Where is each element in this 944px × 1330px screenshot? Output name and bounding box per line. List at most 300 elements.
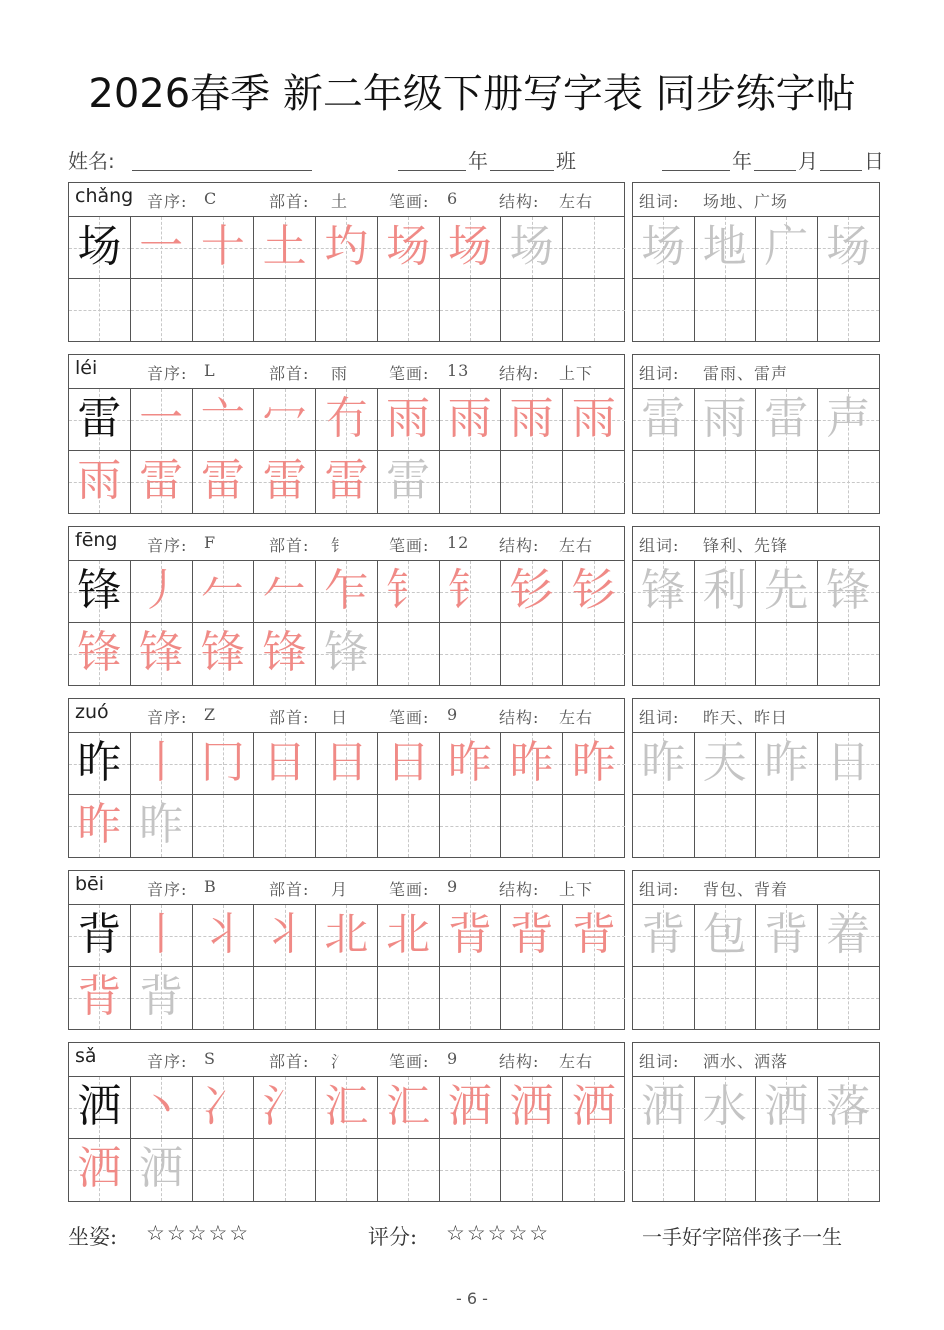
word-trace-cell[interactable]: [633, 1077, 695, 1139]
trace-char-cell[interactable]: [501, 217, 563, 279]
grade-field[interactable]: [398, 170, 466, 171]
empty-write-cell[interactable]: [756, 795, 818, 857]
word-trace-cell[interactable]: [756, 217, 818, 279]
stroke-step-cell: [378, 561, 440, 623]
cell-glyph: 冂: [200, 737, 245, 788]
cell-glyph: 洒: [509, 1081, 554, 1132]
empty-write-cell[interactable]: [440, 967, 502, 1029]
stroke-step-cell: [440, 389, 502, 451]
words-label: 组词:: [639, 708, 680, 727]
structure-label: 结构:: [499, 536, 540, 555]
empty-write-cell[interactable]: [563, 1139, 625, 1201]
grade-label: 年: [468, 149, 488, 173]
cell-glyph: 日: [386, 737, 431, 788]
stroke-step-cell: [440, 733, 502, 795]
stroke-step-cell: [193, 623, 255, 685]
strokes-label: 笔画:: [389, 1052, 430, 1071]
cell-glyph: 锋: [200, 627, 245, 678]
stroke-step-cell: [69, 623, 131, 685]
strokes-value: 9: [447, 877, 459, 896]
stroke-step-cell: [254, 389, 316, 451]
cell-glyph: 雷: [641, 393, 686, 444]
model-char-cell: [69, 1077, 131, 1139]
strokes-label: 笔画:: [389, 708, 430, 727]
stroke-step-cell: [378, 905, 440, 967]
cell-glyph: 背: [77, 909, 122, 960]
cell-glyph: 洒: [571, 1081, 616, 1132]
cell-glyph: 氵: [262, 1081, 307, 1132]
cell-glyph: 雷: [200, 455, 245, 506]
cell-glyph: 昨: [139, 799, 184, 850]
cell-glyph: 场: [77, 221, 122, 272]
empty-write-cell[interactable]: [633, 451, 695, 513]
pinyin: sǎ: [75, 1045, 97, 1067]
stroke-step-cell: [193, 905, 255, 967]
pinyin: léi: [75, 357, 98, 379]
words-value: 洒水、洒落: [703, 1052, 789, 1071]
words-row: [633, 355, 879, 389]
empty-write-cell[interactable]: [563, 217, 625, 279]
empty-write-cell[interactable]: [316, 967, 378, 1029]
cell-glyph: 利: [702, 565, 747, 616]
cell-glyph: 日: [826, 737, 871, 788]
stroke-step-cell: [501, 733, 563, 795]
date-month-field[interactable]: [754, 170, 796, 171]
structure-label: 结构:: [499, 192, 540, 211]
empty-write-cell[interactable]: [756, 967, 818, 1029]
empty-write-cell[interactable]: [254, 1139, 316, 1201]
empty-write-cell[interactable]: [69, 279, 131, 341]
order-label: 音序:: [147, 1052, 188, 1071]
cell-glyph: 场: [826, 221, 871, 272]
word-trace-cell[interactable]: [756, 389, 818, 451]
cell-glyph: 圴: [324, 221, 369, 272]
stroke-step-cell: [254, 451, 316, 513]
word-trace-cell[interactable]: [695, 1077, 757, 1139]
empty-write-cell[interactable]: [378, 279, 440, 341]
empty-write-cell[interactable]: [756, 451, 818, 513]
score-stars[interactable]: ☆☆☆☆☆: [446, 1221, 551, 1245]
empty-write-cell[interactable]: [695, 795, 757, 857]
empty-write-cell[interactable]: [633, 279, 695, 341]
empty-write-cell[interactable]: [818, 279, 880, 341]
cell-glyph: 一: [139, 221, 184, 272]
cell-glyph: 锋: [262, 627, 307, 678]
empty-write-cell[interactable]: [440, 1139, 502, 1201]
words-label: 组词:: [639, 880, 680, 899]
cell-glyph: 洒: [641, 1081, 686, 1132]
cell-glyph: 声: [826, 393, 871, 444]
stroke-step-cell: [316, 451, 378, 513]
trace-char-cell[interactable]: [131, 967, 193, 1029]
word-trace-cell[interactable]: [633, 733, 695, 795]
word-trace-cell[interactable]: [756, 1077, 818, 1139]
cell-glyph: 日: [262, 737, 307, 788]
cell-glyph: 锋: [77, 627, 122, 678]
score-label: 评分:: [368, 1225, 418, 1249]
pinyin: fēng: [75, 529, 118, 551]
empty-write-cell[interactable]: [316, 1139, 378, 1201]
strokes-label: 笔画:: [389, 364, 430, 383]
cell-glyph: 背: [764, 909, 809, 960]
empty-write-cell[interactable]: [193, 967, 255, 1029]
char-block: [68, 1042, 880, 1202]
cell-glyph: 冇: [324, 393, 369, 444]
strokes-label: 笔画:: [389, 192, 430, 211]
empty-write-cell[interactable]: [818, 1139, 880, 1201]
cell-glyph: 北: [324, 909, 369, 960]
words-row: [633, 699, 879, 733]
trace-char-cell[interactable]: [378, 451, 440, 513]
char-block: [68, 698, 880, 858]
cell-glyph: 昨: [447, 737, 492, 788]
empty-write-cell[interactable]: [501, 1139, 563, 1201]
trace-char-cell[interactable]: [131, 795, 193, 857]
cell-glyph: 雨: [509, 393, 554, 444]
cell-glyph: 𠂉: [200, 565, 245, 616]
trace-char-cell[interactable]: [131, 1139, 193, 1201]
empty-write-cell[interactable]: [193, 279, 255, 341]
stroke-step-cell: [193, 217, 255, 279]
stroke-step-cell: [378, 389, 440, 451]
word-practice-box: [632, 870, 880, 1030]
cell-glyph: 雷: [77, 393, 122, 444]
cell-glyph: 场: [641, 221, 686, 272]
cell-glyph: 昨: [764, 737, 809, 788]
cell-glyph: 雷: [386, 455, 431, 506]
stroke-step-cell: [563, 905, 625, 967]
words-value: 雷雨、雷声: [703, 364, 789, 383]
empty-write-cell[interactable]: [563, 967, 625, 1029]
empty-write-cell[interactable]: [633, 795, 695, 857]
cell-glyph: 水: [702, 1081, 747, 1132]
structure-value: 左右: [559, 708, 594, 727]
cell-glyph: 丬: [262, 909, 307, 960]
empty-write-cell[interactable]: [818, 623, 880, 685]
empty-write-cell[interactable]: [501, 451, 563, 513]
stroke-step-cell: [378, 217, 440, 279]
stroke-step-cell: [378, 733, 440, 795]
cell-glyph: 雷: [262, 455, 307, 506]
word-practice-box: [632, 1042, 880, 1202]
name-label: 姓名:: [68, 149, 115, 173]
empty-write-cell[interactable]: [378, 967, 440, 1029]
radical-value: 土: [331, 192, 349, 211]
empty-write-cell[interactable]: [756, 623, 818, 685]
cell-glyph: 着: [826, 909, 871, 960]
empty-write-cell[interactable]: [695, 451, 757, 513]
word-trace-cell[interactable]: [695, 733, 757, 795]
cell-glyph: 包: [702, 909, 747, 960]
radical-label: 部首:: [269, 536, 310, 555]
words-value: 昨天、昨日: [703, 708, 789, 727]
empty-write-cell[interactable]: [378, 1139, 440, 1201]
empty-write-cell[interactable]: [378, 623, 440, 685]
cell-glyph: 钐: [571, 565, 616, 616]
page-number: - 6 -: [456, 1289, 488, 1308]
words-row: [633, 1043, 879, 1077]
word-trace-cell[interactable]: [756, 561, 818, 623]
cell-glyph: 背: [641, 909, 686, 960]
structure-value: 左右: [559, 192, 594, 211]
cell-glyph: 土: [262, 221, 307, 272]
cell-glyph: 背: [509, 909, 554, 960]
cell-glyph: 雷: [324, 455, 369, 506]
empty-write-cell[interactable]: [633, 623, 695, 685]
pinyin: chǎng: [75, 185, 134, 207]
radical-label: 部首:: [269, 880, 310, 899]
cell-glyph: 丿: [139, 565, 184, 616]
name-field[interactable]: [132, 170, 312, 171]
stroke-practice-box: [68, 870, 625, 1030]
strokes-value: 13: [447, 361, 470, 380]
words-value: 锋利、先锋: [703, 536, 789, 555]
word-trace-cell[interactable]: [695, 561, 757, 623]
stroke-step-cell: [131, 905, 193, 967]
empty-write-cell[interactable]: [501, 795, 563, 857]
empty-write-cell[interactable]: [316, 279, 378, 341]
pinyin: bēi: [75, 873, 105, 895]
cell-glyph: 广: [764, 221, 809, 272]
empty-write-cell[interactable]: [563, 623, 625, 685]
stroke-practice-box: [68, 354, 625, 514]
word-trace-cell[interactable]: [633, 561, 695, 623]
trace-char-cell[interactable]: [316, 623, 378, 685]
stroke-step-cell: [254, 623, 316, 685]
stroke-step-cell: [563, 389, 625, 451]
stroke-step-cell: [440, 561, 502, 623]
empty-write-cell[interactable]: [254, 279, 316, 341]
cell-glyph: 丬: [200, 909, 245, 960]
empty-write-cell[interactable]: [818, 967, 880, 1029]
order-value: S: [204, 1049, 216, 1068]
empty-write-cell[interactable]: [563, 795, 625, 857]
structure-value: 上下: [559, 880, 594, 899]
empty-write-cell[interactable]: [501, 623, 563, 685]
empty-write-cell[interactable]: [695, 1139, 757, 1201]
stroke-step-cell: [563, 561, 625, 623]
empty-write-cell[interactable]: [254, 967, 316, 1029]
word-trace-cell[interactable]: [695, 389, 757, 451]
stroke-step-cell: [193, 1077, 255, 1139]
stroke-step-cell: [69, 1139, 131, 1201]
cell-glyph: 昨: [509, 737, 554, 788]
cell-glyph: 昨: [77, 737, 122, 788]
empty-write-cell[interactable]: [695, 967, 757, 1029]
stroke-step-cell: [193, 733, 255, 795]
stroke-step-cell: [193, 389, 255, 451]
empty-write-cell[interactable]: [633, 967, 695, 1029]
strokes-value: 9: [447, 1049, 459, 1068]
char-block: [68, 354, 880, 514]
empty-write-cell[interactable]: [440, 795, 502, 857]
radical-label: 部首:: [269, 364, 310, 383]
stroke-step-cell: [193, 561, 255, 623]
cell-glyph: 十: [200, 221, 245, 272]
cell-glyph: 一: [139, 393, 184, 444]
word-trace-cell[interactable]: [756, 733, 818, 795]
words-label: 组词:: [639, 536, 680, 555]
cell-glyph: 昨: [571, 737, 616, 788]
empty-write-cell[interactable]: [440, 623, 502, 685]
char-info-row: [69, 699, 624, 733]
empty-write-cell[interactable]: [440, 451, 502, 513]
cell-glyph: 锋: [77, 565, 122, 616]
stroke-step-cell: [501, 905, 563, 967]
cell-glyph: 地: [702, 221, 747, 272]
word-trace-cell[interactable]: [818, 1077, 880, 1139]
char-block: [68, 870, 880, 1030]
cell-glyph: 雨: [571, 393, 616, 444]
stroke-step-cell: [131, 733, 193, 795]
stroke-practice-box: [68, 182, 625, 342]
strokes-label: 笔画:: [389, 536, 430, 555]
empty-write-cell[interactable]: [193, 795, 255, 857]
stroke-practice-box: [68, 526, 625, 686]
char-info-row: [69, 871, 624, 905]
cell-glyph: 洒: [77, 1081, 122, 1132]
cell-glyph: 丨: [139, 909, 184, 960]
empty-write-cell[interactable]: [695, 623, 757, 685]
empty-write-cell[interactable]: [501, 279, 563, 341]
word-practice-box: [632, 354, 880, 514]
empty-write-cell[interactable]: [756, 1139, 818, 1201]
radical-value: 月: [331, 880, 349, 899]
strokes-value: 12: [447, 533, 470, 552]
date-day-label: 日: [864, 149, 884, 173]
cell-glyph: 洒: [139, 1143, 184, 1194]
word-trace-cell[interactable]: [633, 905, 695, 967]
cell-glyph: 场: [447, 221, 492, 272]
cell-glyph: 日: [324, 737, 369, 788]
word-trace-cell[interactable]: [818, 217, 880, 279]
cell-glyph: 落: [826, 1081, 871, 1132]
empty-write-cell[interactable]: [563, 279, 625, 341]
radical-label: 部首:: [269, 708, 310, 727]
cell-glyph: 背: [447, 909, 492, 960]
cell-glyph: 丨: [139, 737, 184, 788]
stroke-step-cell: [316, 561, 378, 623]
cell-glyph: 先: [764, 565, 809, 616]
stroke-step-cell: [69, 451, 131, 513]
cell-glyph: 亠: [200, 393, 245, 444]
word-trace-cell[interactable]: [818, 389, 880, 451]
stroke-step-cell: [501, 389, 563, 451]
stroke-step-cell: [254, 1077, 316, 1139]
order-label: 音序:: [147, 192, 188, 211]
stroke-step-cell: [254, 217, 316, 279]
empty-write-cell[interactable]: [818, 795, 880, 857]
stroke-step-cell: [193, 451, 255, 513]
word-trace-cell[interactable]: [818, 561, 880, 623]
stroke-step-cell: [563, 733, 625, 795]
slogan: 一手好字陪伴孩子一生: [642, 1225, 842, 1249]
stroke-practice-box: [68, 1042, 625, 1202]
cell-glyph: 雷: [139, 455, 184, 506]
word-trace-cell[interactable]: [818, 733, 880, 795]
cell-glyph: 场: [509, 221, 554, 272]
cell-glyph: 冖: [262, 393, 307, 444]
empty-write-cell[interactable]: [756, 279, 818, 341]
words-value: 场地、广场: [703, 192, 789, 211]
stroke-step-cell: [440, 217, 502, 279]
words-label: 组词:: [639, 364, 680, 383]
cell-glyph: 钅: [447, 565, 492, 616]
word-trace-cell[interactable]: [695, 905, 757, 967]
cell-glyph: 钅: [386, 565, 431, 616]
stroke-step-cell: [131, 561, 193, 623]
radical-value: 雨: [331, 364, 349, 383]
order-value: Z: [204, 705, 217, 724]
radical-value: 氵: [331, 1052, 349, 1071]
model-char-cell: [69, 389, 131, 451]
stroke-step-cell: [69, 967, 131, 1029]
stroke-step-cell: [316, 733, 378, 795]
stroke-step-cell: [440, 1077, 502, 1139]
class-field[interactable]: [490, 170, 554, 171]
strokes-value: 6: [447, 189, 459, 208]
cell-glyph: 锋: [826, 565, 871, 616]
order-label: 音序:: [147, 536, 188, 555]
word-trace-cell[interactable]: [633, 217, 695, 279]
empty-write-cell[interactable]: [633, 1139, 695, 1201]
page-title: 2026春季 新二年级下册写字表 同步练字帖: [88, 71, 856, 117]
radical-value: 钅: [331, 536, 349, 555]
model-char-cell: [69, 561, 131, 623]
empty-write-cell[interactable]: [254, 795, 316, 857]
posture-stars[interactable]: ☆☆☆☆☆: [146, 1221, 251, 1245]
cell-glyph: 汇: [386, 1081, 431, 1132]
order-label: 音序:: [147, 364, 188, 383]
empty-write-cell[interactable]: [695, 279, 757, 341]
word-trace-cell[interactable]: [818, 905, 880, 967]
empty-write-cell[interactable]: [501, 967, 563, 1029]
date-year-field[interactable]: [662, 170, 730, 171]
cell-glyph: 锋: [641, 565, 686, 616]
empty-write-cell[interactable]: [131, 279, 193, 341]
word-trace-cell[interactable]: [695, 217, 757, 279]
empty-write-cell[interactable]: [316, 795, 378, 857]
stroke-step-cell: [378, 1077, 440, 1139]
cell-glyph: 汇: [324, 1081, 369, 1132]
cell-glyph: 洒: [77, 1143, 122, 1194]
cell-glyph: 锋: [324, 627, 369, 678]
empty-write-cell[interactable]: [818, 451, 880, 513]
words-row: [633, 527, 879, 561]
stroke-step-cell: [316, 389, 378, 451]
empty-write-cell[interactable]: [378, 795, 440, 857]
cell-glyph: 锋: [139, 627, 184, 678]
cell-glyph: 雨: [386, 393, 431, 444]
stroke-step-cell: [254, 733, 316, 795]
empty-write-cell[interactable]: [440, 279, 502, 341]
word-trace-cell[interactable]: [633, 389, 695, 451]
word-practice-box: [632, 698, 880, 858]
empty-write-cell[interactable]: [193, 1139, 255, 1201]
cell-glyph: 洒: [447, 1081, 492, 1132]
strokes-label: 笔画:: [389, 880, 430, 899]
radical-label: 部首:: [269, 192, 310, 211]
cell-glyph: 丶: [139, 1081, 184, 1132]
date-day-field[interactable]: [820, 170, 862, 171]
words-value: 背包、背着: [703, 880, 789, 899]
stroke-step-cell: [316, 905, 378, 967]
stroke-step-cell: [69, 795, 131, 857]
char-info-row: [69, 527, 624, 561]
stroke-step-cell: [501, 561, 563, 623]
word-trace-cell[interactable]: [756, 905, 818, 967]
empty-write-cell[interactable]: [563, 451, 625, 513]
